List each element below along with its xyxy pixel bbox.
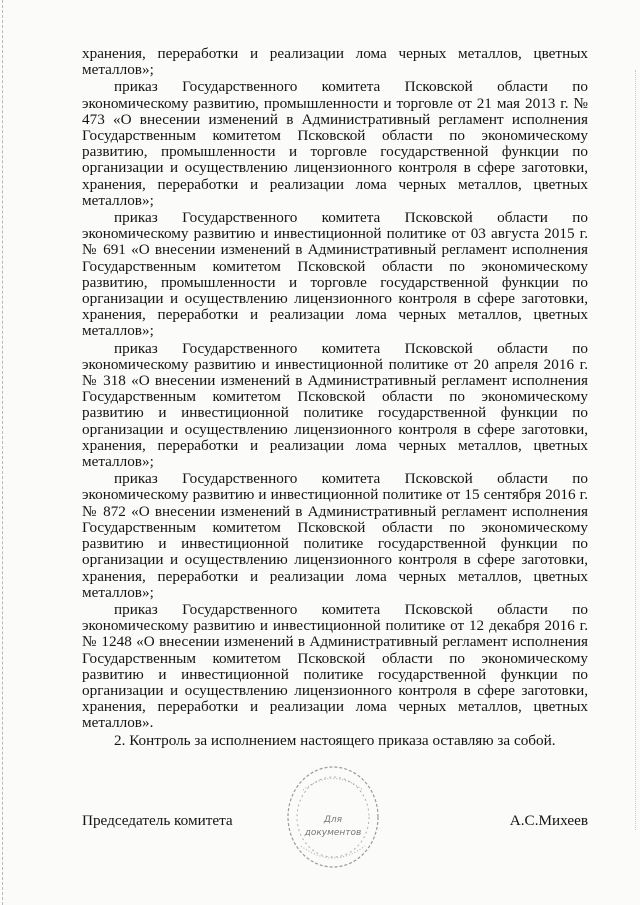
signatory-position: Председатель комитета <box>82 812 233 829</box>
paragraph-order-872: приказ Государственного комитета Псковской области по экономическому развитию и инвестиционной политике от 15 сентября 2016 г. № 872 «О внесении изменений в Административный регламент исполнения Государственным комитетом Псковской области по экономическому развитию и инвестиционной политике государственной функции по организации и осуществлению лицензионного контроля в сфере заготовки, хранения, переработки и реализации лома черных металлов, цветных металлов»; <box>82 470 588 601</box>
paragraph-control: 2. Контроль за исполнением настоящего приказа оставляю за собой. <box>114 731 556 749</box>
paragraph-order-473: приказ Государственного комитета Псковской области по экономическому развитию, промышленности и торговле от 21 мая 2013 г. № 473 «О внесении изменений в Административный регламент исполнения Государственным комитетом Псковской области по экономическому развитию, промышленности и торговле государственной функции по организации и осуществлению лицензионного контроля в сфере заготовки, хранения, переработки и реализации лома черных металлов, цветных металлов»; <box>82 78 588 209</box>
scan-right-edge <box>635 70 637 830</box>
scan-left-edge <box>2 0 4 905</box>
stamp-text-line1: Для <box>323 815 343 825</box>
stamp-graphic <box>283 762 383 872</box>
official-stamp <box>283 762 383 872</box>
document-body <box>82 46 588 750</box>
paragraph-continuation: хранения, переработки и реализации лома черных металлов, цветных металлов»; <box>82 45 588 79</box>
signatory-name: А.С.Михеев <box>509 812 588 829</box>
paragraph-order-1248: приказ Государственного комитета Псковской области по экономическому развитию и инвестиционной политике от 12 декабря 2016 г. № 1248 «О внесении изменений в Административный регламент исполнения Государственным комитетом Псковской области по экономическому развитию и инвестиционной политике государственной функции по организации и осуществлению лицензионного контроля в сфере заготовки, хранения, переработки и реализации лома черных металлов, цветных металлов». <box>82 600 588 732</box>
paragraph-order-691: приказ Государственного комитета Псковской области по экономическому развитию и инвестиционной политике от 03 августа 2015 г. № 691 «О внесении изменений в Административный регламент исполнения Государственным комитетом Псковской области по экономическому развитию, промышленности и торговле государственной функции по организации и осуществлению лицензионного контроля в сфере заготовки, хранения, переработки и реализации лома черных металлов, цветных металлов»; <box>82 209 588 340</box>
paragraph-order-318: приказ Государственного комитета Псковской области по экономическому развитию и инвестиционной политике от 20 апреля 2016 г. № 318 «О внесении изменений в Административный регламент исполнения Государственным комитетом Псковской области по экономическому развитию и инвестиционной политике государственной функции по организации и осуществлению лицензионного контроля в сфере заготовки, хранения, переработки и реализации лома черных металлов, цветных металлов»; <box>82 339 588 471</box>
stamp-text-line2: документов <box>304 828 362 838</box>
